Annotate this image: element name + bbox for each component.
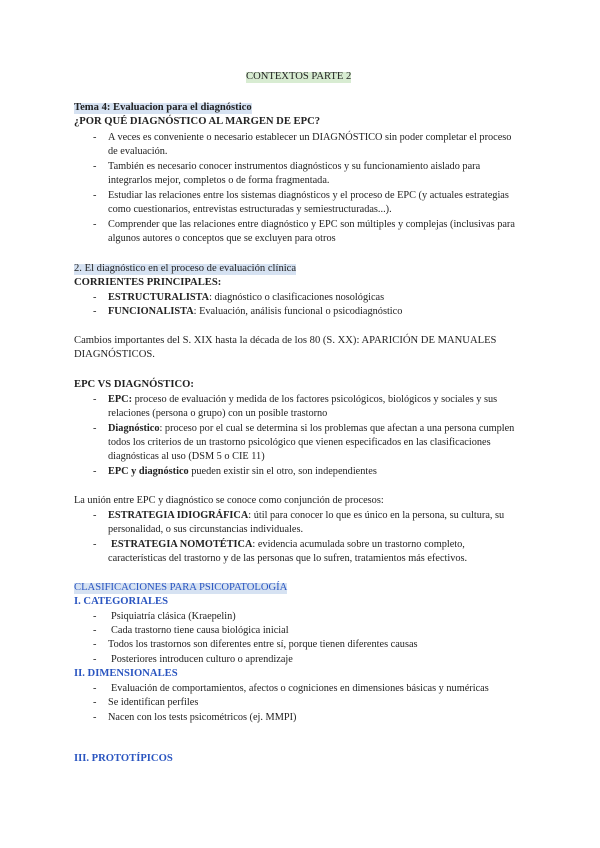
bullet-dash: - xyxy=(93,683,97,694)
categoriales-title: I. CATEGORIALES xyxy=(74,596,168,607)
bullet-dash: - xyxy=(93,712,97,723)
epc-term: EPC y diagnóstico xyxy=(108,466,189,477)
bullet-dash: - xyxy=(93,611,97,622)
epc-text: pueden existir sin el otro, son independientes xyxy=(188,466,377,477)
bullet-dash: - xyxy=(93,639,97,650)
estrategia-line: características del trastorno y de las personas que lo sufren, tratamientos más efectivos. xyxy=(108,553,468,564)
epc-text: : proceso por el cual se determina si los problemas que afectan a una persona cumplen xyxy=(159,423,515,434)
tema-item-line: También es necesario conocer instrumentos diagnósticos y su funcionamiento aislado para xyxy=(108,161,481,172)
tema-item-line: algunos autores o conceptos que se excluyen para otros xyxy=(108,233,336,244)
epc-title: EPC VS DIAGNÓSTICO: xyxy=(74,379,194,390)
dimensional-item: Nacen con los tests psicométricos (ej. MMPI) xyxy=(108,712,297,723)
tema-item-line: Comprender que las relaciones entre diagnóstico y EPC son múltiples y complejas (inclusivas para xyxy=(108,219,515,230)
union-text: La unión entre EPC y diagnóstico se conoce como conjunción de procesos: xyxy=(74,495,384,506)
bullet-dash: - xyxy=(93,306,97,317)
tema-item-line: integrarlos mejor, completos o de forma fragmentada. xyxy=(108,175,330,186)
bullet-dash: - xyxy=(93,423,97,434)
corriente-text: : Evaluación, análisis funcional o psicodiagnóstico xyxy=(193,306,403,317)
tema-item-line: como cuestionarios, entrevistas estructuradas y semiestructuradas...). xyxy=(108,204,392,215)
tema-item-line: Estudiar las relaciones entre los sistemas diagnósticos y el proceso de EPC (y actuales estrategias xyxy=(108,190,509,201)
estrategia-line: personalidad, o sus circunstancias individuales. xyxy=(108,524,304,535)
tema-item-line: A veces es conveniente o necesario establecer un DIAGNÓSTICO sin poder completar el proceso xyxy=(108,132,512,143)
epc-text: proceso de evaluación y medida de los factores psicológicos, biológicos y sociales y sus xyxy=(132,394,498,405)
categorial-item: Psiquiatría clásica (Kraepelin) xyxy=(111,611,236,622)
bullet-dash: - xyxy=(93,190,97,201)
epc-item-line xyxy=(108,395,497,405)
bullet-dash: - xyxy=(93,219,97,230)
estrategia-text: : evidencia acumulada sobre un trastorno completo, xyxy=(252,539,465,550)
tema-question: ¿POR QUÉ DIAGNÓSTICO AL MARGEN DE EPC? xyxy=(74,116,321,127)
section2-heading: 2. El diagnóstico en el proceso de evaluación clínica xyxy=(74,263,297,274)
prototipicos-title: III. PROTOTÍPICOS xyxy=(74,753,173,764)
tema-heading: Tema 4: Evaluacion para el diagnóstico xyxy=(74,102,252,113)
dimensionales-title: II. DIMENSIONALES xyxy=(74,668,178,679)
bullet-dash: - xyxy=(93,625,97,636)
tema-item-line: de evaluación. xyxy=(108,146,168,157)
bullet-dash: - xyxy=(93,132,97,143)
epc-item-line: relaciones (persona o grupo) con un posible trastorno xyxy=(108,408,328,419)
bullet-dash: - xyxy=(93,292,97,303)
bullet-dash: - xyxy=(93,697,97,708)
bullet-dash: - xyxy=(93,466,97,477)
categorial-item: Todos los trastornos son diferentes entre sí, porque tienen diferentes causas xyxy=(108,639,418,650)
corrientes-title: CORRIENTES PRINCIPALES: xyxy=(74,277,222,288)
dimensional-item: Evaluación de comportamientos, afectos o cogniciones en dimensiones básicas y numéricas xyxy=(111,683,489,694)
categorial-item: Posteriores introducen culturo o aprendizaje xyxy=(111,654,293,665)
page-title: CONTEXTOS PARTE 2 xyxy=(246,71,352,82)
epc-item-line: diagnósticas al uso (DSM 5 o CIE 11) xyxy=(108,451,265,462)
estrategia-term: ESTRATEGIA IDIOGRÁFICA xyxy=(108,510,249,521)
corriente-text: : diagnóstico o clasificaciones nosológicas xyxy=(209,292,385,303)
epc-item-line xyxy=(108,424,514,434)
epc-term: EPC: xyxy=(108,394,133,405)
estrategia-line xyxy=(111,540,465,550)
epc-term: Diagnóstico xyxy=(108,423,160,434)
estrategia-term: ESTRATEGIA NOMOTÉTICA xyxy=(111,539,253,550)
bullet-dash: - xyxy=(93,394,97,405)
cambios-line: Cambios importantes del S. XIX hasta la década de los 80 (S. XX): APARICIÓN DE MANUALES xyxy=(74,335,497,346)
corriente-item xyxy=(108,307,402,317)
categorial-item: Cada trastorno tiene causa biológica inicial xyxy=(111,625,289,636)
corriente-term: FUNCIONALISTA xyxy=(108,306,194,317)
dimensional-item: Se identifican perfiles xyxy=(108,697,199,708)
bullet-dash: - xyxy=(93,654,97,665)
epc-item-line xyxy=(108,467,377,477)
clasificaciones-heading: CLASIFICACIONES PARA PSICOPATOLOGÍA xyxy=(74,582,288,593)
estrategia-text: : útil para conocer lo que es único en la persona, su cultura, su xyxy=(248,510,505,521)
estrategia-line xyxy=(108,511,504,521)
epc-item-line: todos los criterios de un trastorno psicológico que vienen especificados en las clasificaciones xyxy=(108,437,491,448)
cambios-line: DIAGNÓSTICOS. xyxy=(74,349,155,360)
corriente-item xyxy=(108,293,384,303)
corriente-term: ESTRUCTURALISTA xyxy=(108,292,210,303)
bullet-dash: - xyxy=(93,539,97,550)
bullet-dash: - xyxy=(93,510,97,521)
bullet-dash: - xyxy=(93,161,97,172)
